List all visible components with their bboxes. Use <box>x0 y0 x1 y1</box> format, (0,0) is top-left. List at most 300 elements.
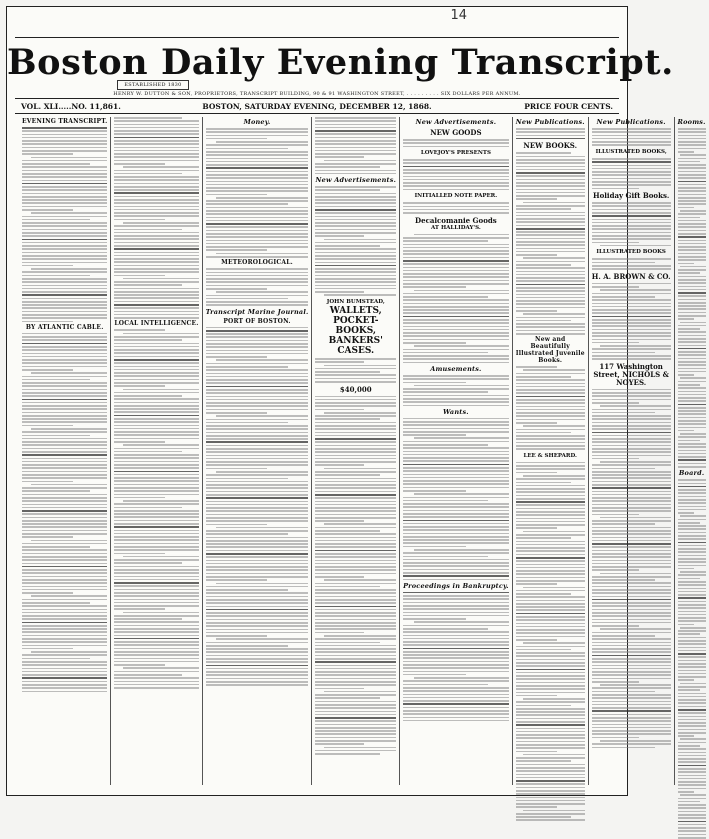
text-line <box>516 462 585 464</box>
text-line <box>592 455 671 457</box>
text-line <box>516 448 585 450</box>
text-line <box>315 481 396 483</box>
text-line <box>22 431 107 433</box>
text-line <box>114 457 198 459</box>
text-line <box>206 396 309 398</box>
text-line <box>114 252 198 254</box>
text-line <box>22 641 107 643</box>
text-line <box>114 648 198 650</box>
text-line <box>516 195 585 197</box>
text-line <box>216 583 309 585</box>
text-line <box>22 572 107 574</box>
volume-number: VOL. XLI.....NO. 11,861. <box>21 102 121 111</box>
text-line <box>678 755 706 757</box>
text-line <box>678 542 706 544</box>
ad-text: JOHN BUMSTEAD, <box>326 298 385 305</box>
text-line <box>414 549 509 551</box>
text-line <box>315 173 396 175</box>
text-line <box>315 520 363 522</box>
text-line <box>216 359 309 361</box>
text-line <box>592 316 671 318</box>
text-line <box>516 790 585 792</box>
text-line <box>678 591 706 593</box>
text-line <box>114 674 181 676</box>
text-line <box>678 200 706 202</box>
text-line <box>22 147 107 149</box>
text-line <box>324 239 397 241</box>
text-line <box>403 418 509 420</box>
text-line <box>22 362 107 364</box>
text-line <box>523 754 585 756</box>
text-line <box>516 495 585 497</box>
text-line <box>680 794 705 796</box>
text-line <box>678 374 695 376</box>
text-line <box>516 225 585 227</box>
text-line <box>114 494 198 496</box>
text-line <box>403 421 509 423</box>
text-line <box>592 412 655 414</box>
text-line <box>678 611 706 613</box>
text-line <box>678 295 706 297</box>
text-line <box>592 530 671 532</box>
text-line <box>114 183 198 185</box>
text-line <box>516 816 571 818</box>
text-line <box>403 312 509 314</box>
text-line <box>114 124 198 126</box>
text-line <box>114 451 181 453</box>
text-line <box>206 569 309 571</box>
text-line <box>315 258 396 260</box>
text-line <box>592 418 671 420</box>
text-line <box>403 332 509 334</box>
text-line <box>592 222 671 224</box>
text-line <box>592 232 671 234</box>
text-line <box>516 711 585 713</box>
text-line <box>678 693 706 695</box>
text-line <box>678 456 706 458</box>
text-line <box>403 654 509 656</box>
text-line <box>592 395 671 397</box>
text-line <box>22 523 107 525</box>
text-line <box>315 655 396 657</box>
text-line <box>678 240 706 242</box>
text-line <box>592 389 671 391</box>
text-line <box>516 267 585 269</box>
text-line <box>206 556 309 558</box>
text-line <box>678 673 706 675</box>
text-line <box>403 707 509 709</box>
text-line <box>206 392 309 394</box>
text-line <box>592 701 671 703</box>
text-line <box>403 612 509 614</box>
text-line <box>315 402 396 404</box>
text-line <box>315 497 396 499</box>
text-line <box>516 760 571 762</box>
text-line <box>206 566 309 568</box>
text-line <box>678 161 700 163</box>
text-line <box>403 309 509 311</box>
text-line <box>315 553 396 555</box>
text-line <box>315 674 396 676</box>
text-block <box>315 358 396 383</box>
text-line <box>592 358 671 360</box>
text-line <box>22 438 107 440</box>
text-line <box>315 733 396 735</box>
text-line <box>315 678 396 680</box>
text-line <box>31 157 108 159</box>
text-line <box>114 362 198 364</box>
text-line <box>31 428 108 430</box>
text-line <box>678 607 706 609</box>
text-line <box>206 154 309 156</box>
text-line <box>678 716 706 718</box>
text-line <box>403 434 466 436</box>
text-line <box>523 425 585 427</box>
text-line <box>22 285 107 287</box>
text-line <box>315 550 396 552</box>
text-line <box>22 170 107 172</box>
text-line <box>22 143 107 145</box>
text-line <box>206 200 309 202</box>
text-line <box>403 182 509 184</box>
text-line <box>516 166 585 168</box>
text-line <box>403 296 488 298</box>
text-line <box>414 290 509 292</box>
text-line <box>315 507 396 509</box>
text-line <box>206 668 309 670</box>
text-line <box>592 556 671 558</box>
text-line <box>22 225 107 227</box>
text-line <box>206 174 309 176</box>
text-line <box>114 582 198 584</box>
text-line <box>114 156 198 158</box>
text-line <box>403 618 466 620</box>
text-line <box>206 592 309 594</box>
text-line <box>315 569 396 571</box>
text-line <box>22 530 107 532</box>
text-line <box>592 523 655 525</box>
text-line <box>516 606 585 608</box>
text-line <box>403 263 509 265</box>
text-line <box>315 491 396 493</box>
text-line <box>516 793 585 795</box>
text-line <box>315 501 396 503</box>
text-line <box>206 487 309 489</box>
text-line <box>206 619 309 621</box>
text-line <box>206 425 309 427</box>
text-line <box>114 520 198 522</box>
text-line <box>600 684 671 686</box>
text-line <box>516 728 585 730</box>
text-line <box>678 742 706 744</box>
text-line <box>678 410 706 412</box>
text-line <box>315 537 396 539</box>
text-line <box>22 346 107 348</box>
text-line <box>206 684 309 686</box>
text-line <box>315 645 396 647</box>
text-line <box>516 819 585 821</box>
text-line <box>315 527 396 529</box>
text-line <box>114 605 198 607</box>
text-line <box>22 307 107 309</box>
text-line <box>678 594 706 596</box>
text-line <box>516 744 585 746</box>
text-line <box>114 638 198 640</box>
text-line <box>324 691 397 693</box>
text-line <box>114 356 198 358</box>
text-line <box>206 207 309 209</box>
text-line <box>592 586 671 588</box>
text-line <box>523 698 585 700</box>
text-line <box>592 184 671 186</box>
text-line <box>678 588 706 590</box>
text-line <box>315 166 379 168</box>
text-line <box>592 352 655 354</box>
text-line <box>22 494 107 496</box>
text-line <box>315 418 379 420</box>
text-line <box>206 409 309 411</box>
text-line <box>592 303 671 305</box>
text-line <box>403 483 509 485</box>
text-line <box>315 517 396 519</box>
text-line <box>22 389 107 391</box>
text-line <box>592 569 639 571</box>
text-line <box>678 486 706 488</box>
column-6 <box>513 117 589 785</box>
text-line <box>206 217 309 219</box>
text-line <box>403 470 509 472</box>
text-line <box>516 783 585 785</box>
text-line <box>516 212 585 214</box>
text-line <box>592 448 671 450</box>
text-line <box>516 501 585 503</box>
text-line <box>22 229 107 231</box>
text-line <box>315 271 396 273</box>
text-line <box>414 234 509 236</box>
text-line <box>592 235 671 237</box>
text-line <box>114 572 198 574</box>
text-line <box>22 487 107 489</box>
text-line <box>516 518 585 520</box>
text-line <box>516 445 585 447</box>
text-line <box>216 253 309 255</box>
text-line <box>315 153 396 155</box>
text-line <box>678 249 706 251</box>
text-line <box>403 378 509 380</box>
text-line <box>516 438 585 440</box>
text-line <box>114 644 198 646</box>
text-line <box>206 455 309 457</box>
text-line <box>315 435 396 437</box>
text-line <box>22 618 107 620</box>
text-line <box>114 301 198 303</box>
text-line <box>206 589 288 591</box>
text-line <box>516 639 557 641</box>
text-line <box>403 477 509 479</box>
text-line <box>678 528 706 530</box>
text-line <box>315 451 396 453</box>
text-line <box>206 543 309 545</box>
text-line <box>678 765 706 767</box>
text-line <box>114 480 198 482</box>
text-line <box>315 737 396 739</box>
text-line <box>592 181 671 183</box>
text-line <box>592 445 671 447</box>
text-line <box>206 233 309 235</box>
text-line <box>206 520 309 522</box>
text-line <box>403 286 466 288</box>
text-line <box>22 314 107 316</box>
text-line <box>678 788 706 790</box>
text-line <box>22 631 107 633</box>
text-line <box>592 481 671 483</box>
text-line <box>592 671 671 673</box>
text-line <box>22 490 90 492</box>
text-line <box>123 222 199 224</box>
text-line <box>114 536 198 538</box>
text-line <box>516 593 571 595</box>
text-line <box>206 612 309 614</box>
text-line <box>315 576 363 578</box>
text-line <box>206 327 309 329</box>
text-line <box>592 622 671 624</box>
text-line <box>678 391 706 393</box>
text-line <box>22 336 107 338</box>
text-line <box>680 515 705 517</box>
text-line <box>516 685 585 687</box>
text-line <box>403 720 509 722</box>
text-line <box>678 466 706 468</box>
text-line <box>516 570 585 572</box>
text-line <box>678 558 706 560</box>
text-line <box>600 628 671 630</box>
text-line <box>114 635 198 637</box>
text-line <box>315 143 396 145</box>
text-line <box>114 179 198 181</box>
text-line <box>516 205 585 207</box>
text-line <box>678 496 706 498</box>
text-line <box>315 694 396 696</box>
text-line <box>516 573 585 575</box>
text-line <box>403 339 509 341</box>
text-line <box>516 238 585 240</box>
text-line <box>592 329 671 331</box>
text-line <box>206 606 309 608</box>
text-line <box>678 194 706 196</box>
text-line <box>680 433 705 435</box>
text-line <box>206 599 309 601</box>
text-line <box>315 458 396 460</box>
text-line <box>315 648 396 650</box>
text-block <box>114 329 198 688</box>
text-line <box>403 260 509 262</box>
text-line <box>592 707 671 709</box>
text-line <box>403 635 509 637</box>
text-line <box>315 133 396 135</box>
text-line <box>206 438 309 440</box>
text-line <box>206 461 309 463</box>
text-line <box>403 142 509 144</box>
text-line <box>678 775 706 777</box>
text-line <box>516 672 585 674</box>
text-line <box>22 467 107 469</box>
text-line <box>678 748 706 750</box>
text-line <box>403 283 509 285</box>
text-line <box>324 579 397 581</box>
text-line <box>315 625 396 627</box>
text-line <box>600 345 671 347</box>
text-line <box>403 657 509 659</box>
text-line <box>206 602 309 604</box>
text-line <box>22 441 107 443</box>
text-line <box>315 717 396 719</box>
text-line <box>206 642 309 644</box>
text-line <box>678 686 706 688</box>
text-line <box>403 605 509 607</box>
text-line <box>592 306 671 308</box>
text-line <box>206 573 309 575</box>
text-line <box>123 612 199 614</box>
text-line <box>206 586 309 588</box>
text-line <box>516 310 557 312</box>
text-line <box>206 579 268 581</box>
text-line <box>403 460 509 462</box>
text-line <box>315 599 396 601</box>
text-block <box>114 117 198 319</box>
masthead-top-rule <box>15 37 619 38</box>
text-line <box>516 442 585 444</box>
text-line <box>206 164 309 166</box>
text-line <box>114 163 165 165</box>
text-line <box>114 687 198 689</box>
text-line <box>403 316 509 318</box>
advertisement <box>592 249 671 256</box>
text-line <box>516 326 585 328</box>
text-line <box>324 365 397 367</box>
text-line <box>315 563 396 565</box>
text-line <box>523 369 585 371</box>
text-line <box>678 158 706 160</box>
text-line <box>678 791 695 793</box>
text-line <box>114 265 198 267</box>
text-line <box>403 529 509 531</box>
text-line <box>22 160 107 162</box>
text-line <box>678 821 706 823</box>
text-line <box>114 268 198 270</box>
text-line <box>678 784 706 786</box>
text-line <box>315 209 396 211</box>
text-line <box>206 138 268 140</box>
text-line <box>206 658 309 660</box>
text-line <box>403 172 509 174</box>
text-line <box>678 548 706 550</box>
text-line <box>592 268 671 270</box>
text-line <box>22 451 107 453</box>
text-line <box>678 551 706 553</box>
text-block <box>206 268 309 306</box>
text-line <box>678 827 706 829</box>
text-line <box>678 381 706 383</box>
text-line <box>22 134 107 136</box>
text-line <box>678 778 706 780</box>
column-heading: EVENING TRANSCRIPT. <box>22 118 108 125</box>
text-line <box>403 546 466 548</box>
text-line <box>114 438 198 440</box>
text-line <box>315 268 396 270</box>
text-line <box>592 733 671 735</box>
text-line <box>315 381 396 383</box>
text-line <box>516 303 585 305</box>
